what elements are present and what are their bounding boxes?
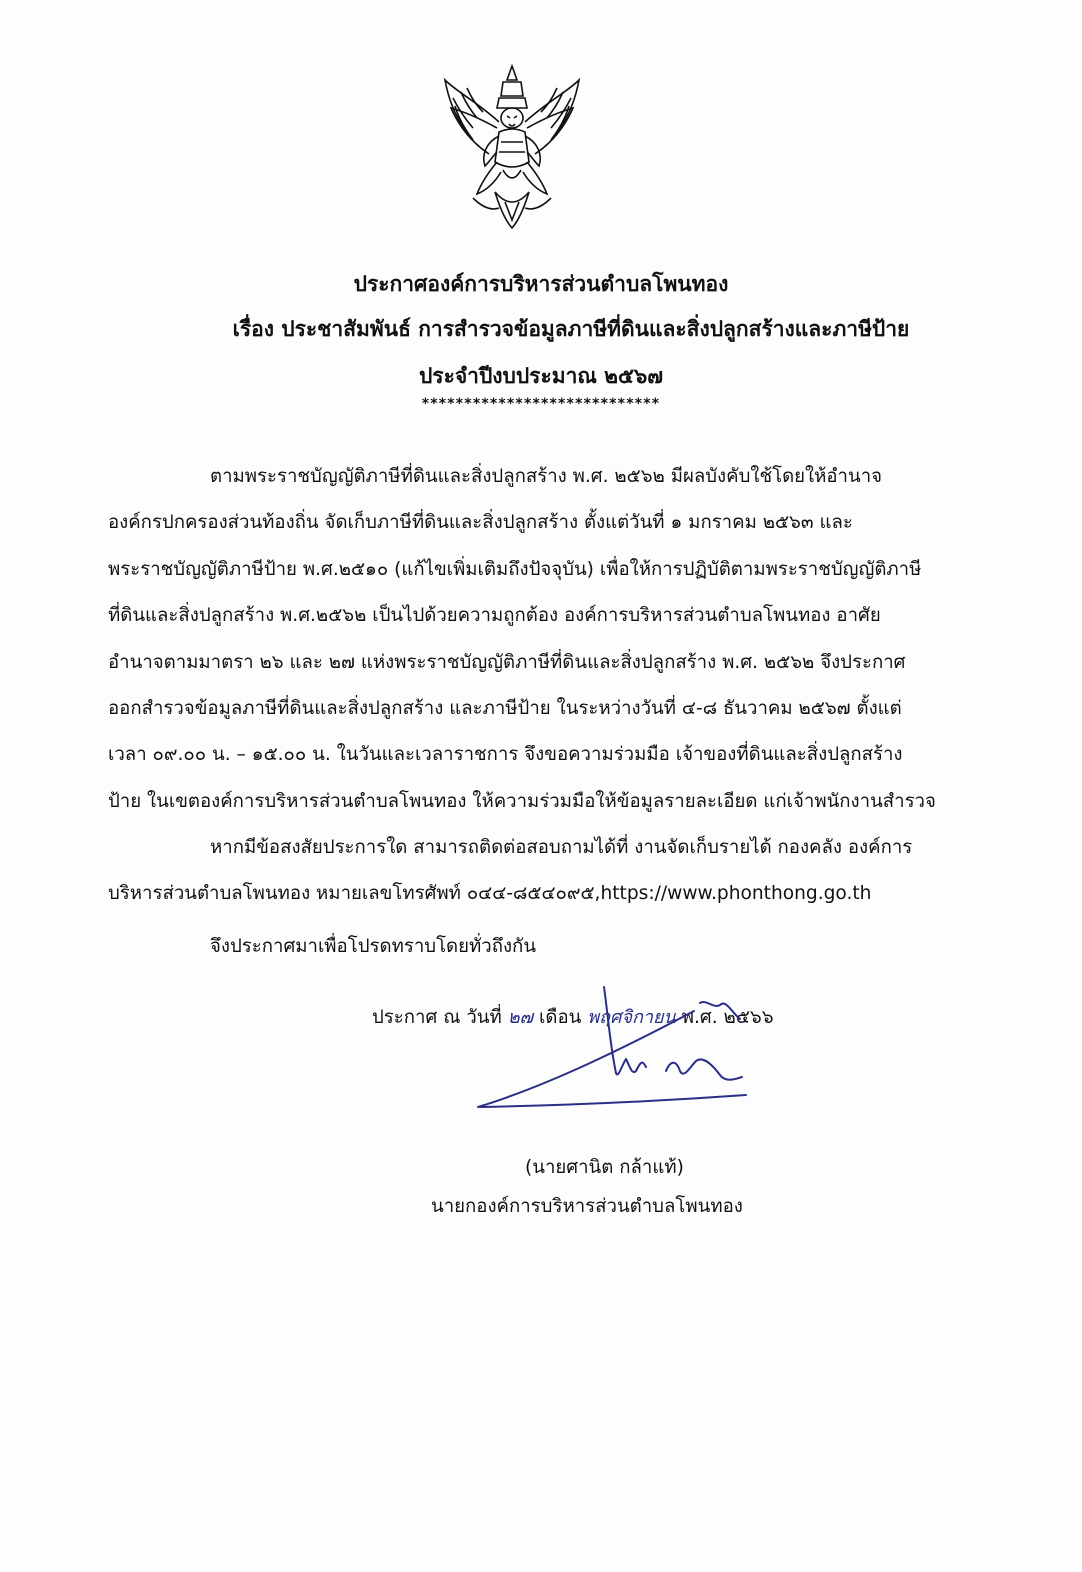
date-day: ๒๗	[507, 1007, 534, 1028]
body-line: อำนาจตามมาตรา ๒๖ และ ๒๗ แห่งพระราชบัญญัติภาษีที่ดินและสิ่งปลูกสร้าง พ.ศ. ๒๕๖๒ จึงประกาศ	[108, 652, 906, 673]
body-line: องค์กรปกครองส่วนท้องถิ่น จัดเก็บภาษีที่ดินและสิ่งปลูกสร้าง ตั้งแต่วันที่ ๑ มกราคม ๒๕๖๓ และ	[108, 512, 853, 533]
fiscal-year-line: ประจำปีงบประมาณ ๒๕๖๗	[418, 364, 664, 388]
date-prefix: ประกาศ ณ วันที่	[372, 1007, 502, 1028]
garuda-emblem-icon	[437, 62, 587, 232]
body-line: ออกสำรวจข้อมูลภาษีที่ดินและสิ่งปลูกสร้าง และภาษีป้าย ในระหว่างวันที่ ๔-๘ ธันวาคม ๒๕๖๗ ตั้งแต่	[108, 698, 902, 719]
announcement-subject: เรื่อง ประชาสัมพันธ์ การสำรวจข้อมูลภาษีที่ดินและสิ่งปลูกสร้างและภาษีป้าย	[232, 317, 910, 341]
signature-icon	[470, 975, 760, 1115]
date-year: พ.ศ. ๒๕๖๖	[681, 1007, 774, 1028]
separator-line: ****************************	[421, 396, 661, 412]
body-line: ตามพระราชบัญญัติภาษีที่ดินและสิ่งปลูกสร้าง พ.ศ. ๒๕๖๒ มีผลบังคับใช้โดยให้อำนาจ	[210, 466, 883, 487]
body-line: หากมีข้อสงสัยประการใด สามารถติดต่อสอบถามได้ที่ งานจัดเก็บรายได้ กองคลัง องค์การ	[210, 837, 913, 858]
body-line: เวลา ๐๙.๐๐ น. – ๑๕.๐๐ น. ในวันและเวลาราชการ จึงขอความร่วมมือ เจ้าของที่ดินและสิ่งปลูกสร้าง	[108, 744, 903, 765]
date-month: พฤศจิกายน	[587, 1007, 676, 1028]
body-line: บริหารส่วนตำบลโพนทอง หมายเลขโทรศัพท์ ๐๔๔-๘๕๔๐๙๕,https://www.phonthong.go.th	[108, 883, 872, 904]
closing-line: จึงประกาศมาเพื่อโปรดทราบโดยทั่วถึงกัน	[210, 936, 537, 957]
announcement-title: ประกาศองค์การบริหารส่วนตำบลโพนทอง	[353, 272, 729, 296]
body-line: ป้าย ในเขตองค์การบริหารส่วนตำบลโพนทอง ให้ความร่วมมือให้ข้อมูลรายละเอียด แก่เจ้าพนักงานสำรวจ	[108, 791, 936, 812]
signatory-position: นายกองค์การบริหารส่วนตำบลโพนทอง	[431, 1196, 743, 1217]
date-month-label: เดือน	[539, 1007, 582, 1028]
signatory-name: (นายศานิต กล้าแท้)	[525, 1157, 684, 1178]
body-line: พระราชบัญญัติภาษีป้าย พ.ศ.๒๕๑๐ (แก้ไขเพิ่มเติมถึงปัจจุบัน) เพื่อให้การปฏิบัติตามพระราชบัญญัติภาษี	[108, 559, 922, 580]
body-line: ที่ดินและสิ่งปลูกสร้าง พ.ศ.๒๕๖๒ เป็นไปด้วยความถูกต้อง องค์การบริหารส่วนตำบลโพนทอง อาศัย	[108, 605, 881, 626]
